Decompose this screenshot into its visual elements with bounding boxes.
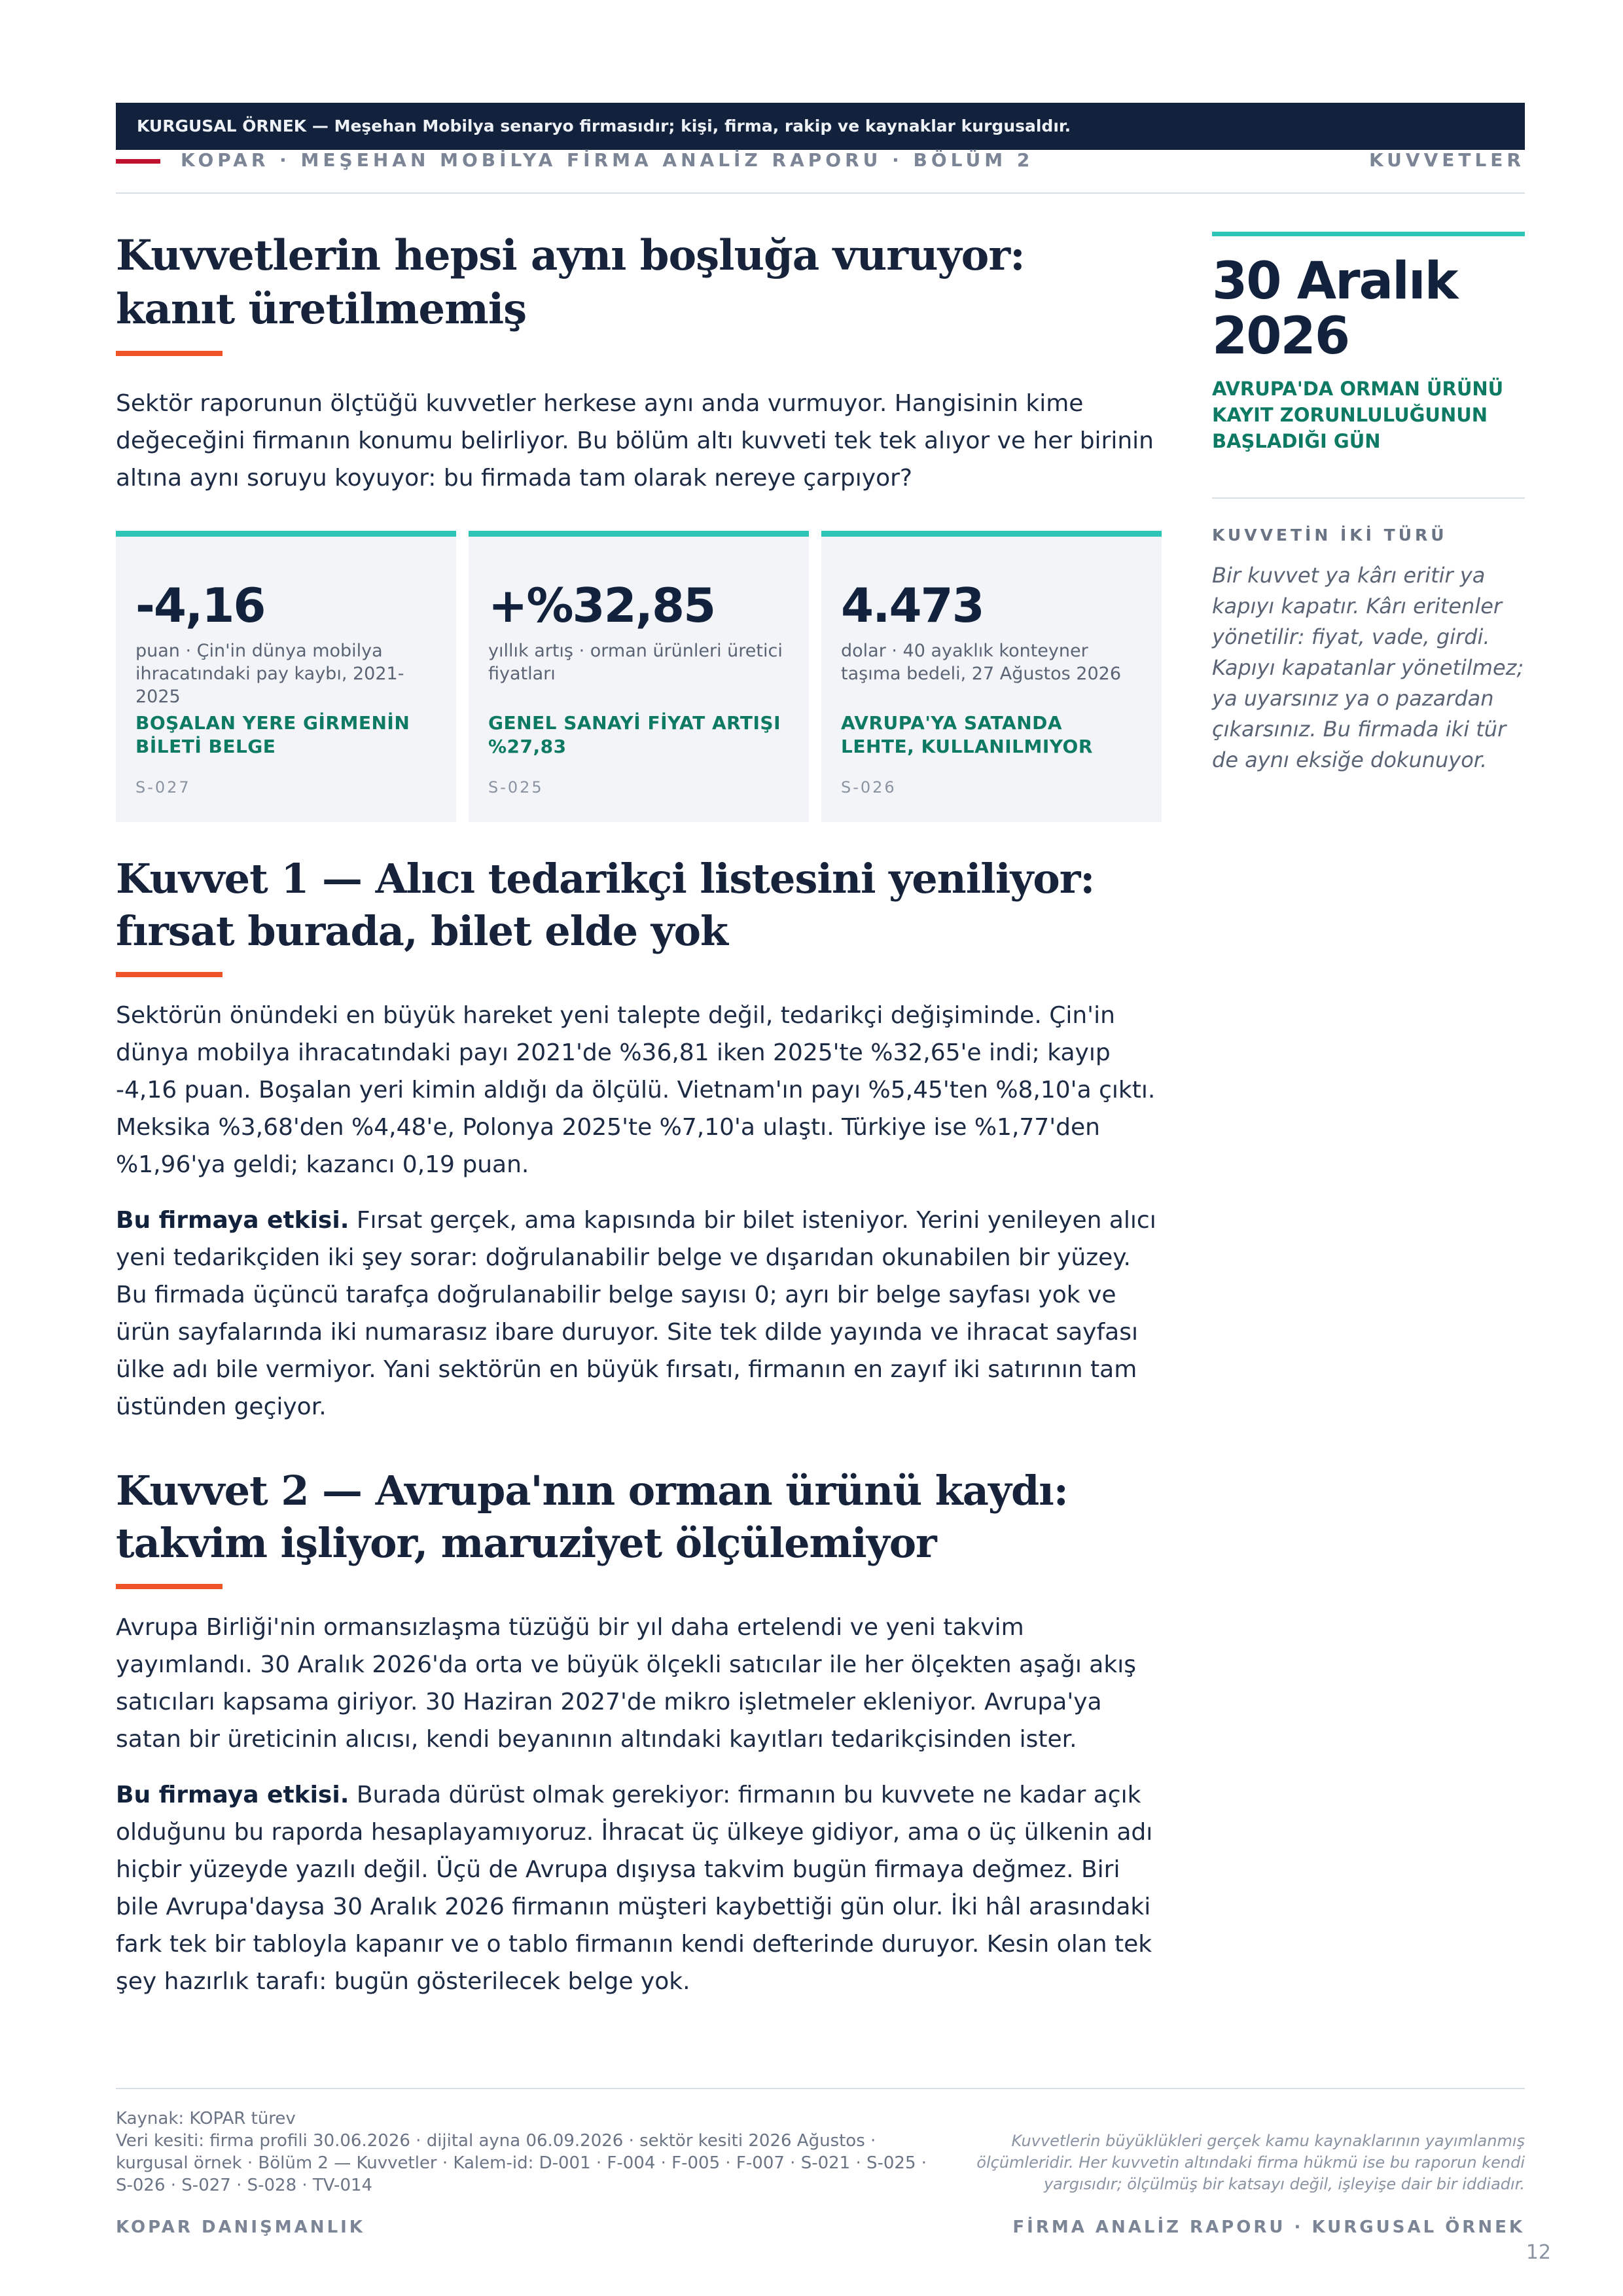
section-accent-bar bbox=[116, 1584, 223, 1589]
kpi-source-code: S-025 bbox=[488, 778, 544, 797]
sidebar-quote: Bir kuvvet ya kârı eritir ya kapıyı kapatır. Kârı eritenler yönetilir: fiyat, vade, girdi. Kapıyı kapatanlar yönetilmez; ya uyarsınız ya o pazardan çıkarsınız. Bu firmada iki tür de aynı eksiğe dokunuyor. bbox=[1212, 563, 1524, 772]
kpi-source-code: S-027 bbox=[135, 778, 191, 797]
kpi-value: 4.473 bbox=[841, 578, 984, 633]
sidebar-accent-rule bbox=[1212, 232, 1525, 236]
section-paragraph: Sektörün önündeki en büyük hareket yeni talepte değil, tedarikçi değişiminde. Çin'in dünya mobilya ihracatındaki payı 2021'de %36,81 iken 2025'te %32,65'e indi; kayıp -4,16 puan. Boşalan yeri kimin aldığı da ölçülü. Vietnam'ın payı %5,45'ten %8,10'a çıktı. Meksika %3,68'den %4,48'e, Polonya 2025'te %7,10'a ulaştı. Türkiye ise %1,77'den %1,96'ya geldi; kazancı 0,19 puan. bbox=[116, 1002, 1156, 1178]
footer-source bbox=[116, 2108, 947, 2197]
kpi-verdict: BOŞALAN YERE GİRMENİN BİLETİ BELGE bbox=[135, 712, 410, 757]
header-divider bbox=[116, 192, 1525, 194]
footer-source-label: Kaynak: KOPAR türev bbox=[116, 2109, 296, 2128]
section-title: Kuvvet 1 — Alıcı tedarikçi listesini yeniliyor: fırsat burada, bilet elde yok bbox=[116, 855, 1095, 955]
kpi-description: yıllık artış · orman ürünleri üretici fiyatları bbox=[488, 641, 783, 684]
title-accent-bar bbox=[116, 351, 223, 356]
kpi-description: puan · Çin'in dünya mobilya ihracatındaki pay kaybı, 2021-2025 bbox=[135, 641, 404, 707]
section-paragraph: Avrupa Birliği'nin ormansızlaşma tüzüğü bir yıl daha ertelendi ve yeni takvim yayımlandı. 30 Aralık 2026'da orta ve büyük ölçekli satıcılar ile her ölçekten aşağı akış satıcıları kapsama giriyor. 30 Haziran 2027'de mikro işletmeler ekleniyor. Avrupa'ya satan bir üreticinin alıcısı, kendi beyanının altındaki kayıtları tedarikçisinden ister. bbox=[116, 1614, 1136, 1753]
kpi-value: +%32,85 bbox=[488, 578, 715, 633]
firm-effect-paragraph bbox=[116, 1776, 1156, 2000]
running-head-marker bbox=[116, 159, 160, 164]
running-head-title: KOPAR · MEŞEHAN MOBİLYA FİRMA ANALİZ RAPORU · BÖLÜM 2 bbox=[181, 149, 1034, 171]
section-force-2 bbox=[116, 1465, 1156, 2000]
firm-effect-text: Burada dürüst olmak gerekiyor: firmanın bu kuvvete ne kadar açık olduğunu bu raporda hesaplayamıyoruz. İhracat üç ülkeye gidiyor, ama o üç ülkenin adı hiçbir yüzeyde yazılı değil. Üçü de Avrupa dışıysa takvim bugün firmaya değmez. Biri bile Avrupa'daysa 30 Aralık 2026 firmanın müşteri kaybettiği gün olur. İki hâl arasındaki fark tek bir tabloyla kapanır ve o tablo firmanın kendi defterinde duruyor. Kesin olan tek şey hazırlık tarafı: bugün gösterilecek belge yok. bbox=[116, 1782, 1153, 1995]
footer-method-note: Kuvvetlerin büyüklükleri gerçek kamu kaynaklarının yayımlanmış ölçümleridir. Her kuvvetin altındaki firma hükmü ise bu raporun kendi yargısıdır; ölçülmüş bir katsayı değil, işleyişe dair bir iddiadır. bbox=[976, 2132, 1525, 2193]
firm-effect-label: Bu firmaya etkisi. bbox=[116, 1207, 349, 1234]
intro-paragraph: Sektör raporunun ölçtüğü kuvvetler herkese aynı anda vurmuyor. Hangisinin kime değeceğini firmanın konumu belirliyor. Bu bölüm altı kuvveti tek tek alıyor ve her birinin altına aynı soruyu koyuyor: bu firmada tam olarak nereye çarpıyor? bbox=[116, 390, 1154, 492]
section-intro bbox=[116, 229, 1156, 497]
footer-divider bbox=[116, 2088, 1525, 2089]
kpi-description: dolar · 40 ayaklık konteyner taşıma bedeli, 27 Ağustos 2026 bbox=[841, 641, 1121, 684]
sidebar-subhead: KUVVETİN İKİ TÜRÜ bbox=[1212, 526, 1448, 545]
kpi-card-forest-prices bbox=[469, 531, 809, 822]
page-title: Kuvvetlerin hepsi aynı boşluğa vuruyor: kanıt üretilmemiş bbox=[116, 231, 1025, 334]
firm-effect-paragraph bbox=[116, 1202, 1156, 1426]
footer-publisher: KOPAR DANIŞMANLIK bbox=[116, 2217, 365, 2237]
section-force-1 bbox=[116, 853, 1156, 1426]
fictional-notice-banner: KURGUSAL ÖRNEK — Meşehan Mobilya senaryo firmasıdır; kişi, firma, rakip ve kaynaklar kurgusaldır. bbox=[116, 103, 1525, 150]
running-head-section: KUVVETLER bbox=[1368, 149, 1525, 171]
kpi-card-container-cost bbox=[821, 531, 1162, 822]
kpi-verdict: GENEL SANAYİ FİYAT ARTIŞI %27,83 bbox=[488, 712, 781, 757]
kpi-verdict: AVRUPA'YA SATANDA LEHTE, KULLANILMIYOR bbox=[841, 712, 1093, 757]
firm-effect-label: Bu firmaya etkisi. bbox=[116, 1782, 349, 1808]
sidebar-key-date: 30 Aralık 2026 bbox=[1212, 252, 1457, 366]
kpi-source-code: S-026 bbox=[841, 778, 897, 797]
firm-effect-text: Fırsat gerçek, ama kapısında bir bilet isteniyor. Yerini yenileyen alıcı yeni tedarikçiden iki şey sorar: doğrulanabilir belge ve dışarıdan okunabilen bir yüzey. Bu firmada üçüncü tarafça doğrulanabilir belge sayısı 0; ayrı bir belge sayfası yok ve ürün sayfalarında iki numarasız ibare duruyor. Site tek dilde yayında ve ihracat sayfası ülke adı bile vermiyor. Yani sektörün en büyük fırsatı, firmanın en zayıf iki satırının tam üstünden geçiyor. bbox=[116, 1207, 1156, 1420]
footer-source-detail: Veri kesiti: firma profili 30.06.2026 · dijital ayna 06.09.2026 · sektör kesiti 2026 Ağustos · kurgusal örnek · Bölüm 2 — Kuvvetler · Kalem-id: D-001 · F-004 · F-005 · F-007 · S-021 · S-025 · S-026 · S-027 · S-028 · TV-014 bbox=[116, 2131, 927, 2195]
section-accent-bar bbox=[116, 972, 223, 977]
footer-report-label: FİRMA ANALİZ RAPORU · KURGUSAL ÖRNEK bbox=[1012, 2217, 1525, 2237]
section-title: Kuvvet 2 — Avrupa'nın orman ürünü kaydı: takvim işliyor, maruziyet ölçülemiyor bbox=[116, 1467, 1068, 1567]
sidebar-divider bbox=[1212, 497, 1525, 499]
kpi-value: -4,16 bbox=[135, 578, 265, 633]
kpi-card-china-share bbox=[116, 531, 456, 822]
page-number: 12 bbox=[1525, 2241, 1551, 2264]
sidebar-key-date-label: AVRUPA'DA ORMAN ÜRÜNÜ KAYIT ZORUNLULUĞUNUN BAŞLADIĞI GÜN bbox=[1212, 378, 1504, 452]
